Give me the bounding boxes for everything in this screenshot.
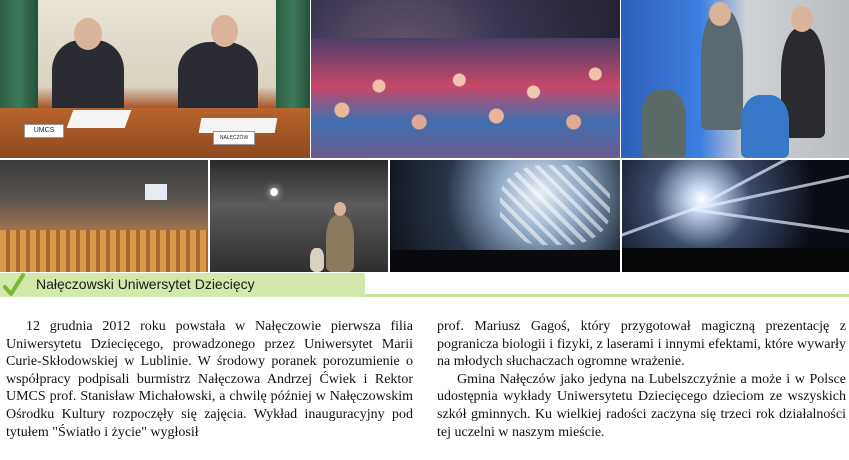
placard-umcs: UMCS <box>24 124 64 138</box>
checkmark-icon <box>3 272 25 298</box>
head-right <box>211 15 238 47</box>
child-on-stage <box>310 248 324 272</box>
light-pattern <box>500 165 610 245</box>
child-2 <box>741 95 789 158</box>
man-signing-left <box>52 40 124 115</box>
article-paragraph: prof. Mariusz Gagoś, który przygotował magiczną prezentację z pogranicza biologii i fizyki, z laserami i innymi efektami, które wywarły na młodych słuchaczach ogromne wrażenie. <box>437 319 846 370</box>
photo-light-pattern-show <box>390 160 620 272</box>
audience-rows <box>0 230 208 272</box>
stage-light <box>270 188 278 196</box>
child-1 <box>641 90 686 158</box>
banner-rule <box>365 294 849 297</box>
section-title: Nałęczowski Uniwersytet Dziecięcy <box>36 276 255 292</box>
presenter-head <box>709 2 731 26</box>
lecturer <box>326 215 354 272</box>
photo-lecturer <box>210 160 388 272</box>
photo-children-audience <box>311 0 620 158</box>
article-column-left <box>6 318 413 441</box>
laser-beam-2 <box>692 173 849 211</box>
photo-signing-ceremony <box>0 0 310 158</box>
curtain-left <box>0 0 38 110</box>
article-paragraph: 12 grudnia 2012 roku powstała w Nałęczowie pierwsza filia Uniwersytetu Dziecięcego, prowadzonego przez Uniwersytet Marii Curie-Skłodowskiej w Lublinie. W środowy poranek porozumienie o współpracy podpisali burmistrz Nałęczowa Andrzej Ćwiek i Rektor UMCS prof. Stanisław Michałowski, a chwilę później w Nałęczowskim Ośrodku Kultury rozpoczęły się zajęcia. Wykład inauguracyjny pod tytułem "Światło i życie" wygłosił <box>6 319 413 440</box>
document-left <box>67 110 132 128</box>
lecturer-head <box>334 202 346 216</box>
laser-beam-4 <box>622 208 693 245</box>
presenter <box>701 10 743 130</box>
man-signing-right <box>178 42 258 114</box>
photo-inflatable-demo <box>621 0 849 158</box>
photo-lecture-hall <box>0 160 208 272</box>
placard-naleczow: NAŁĘCZÓW <box>213 131 255 145</box>
children-crowd <box>311 38 620 158</box>
head-left <box>74 18 102 50</box>
article-paragraph: Gmina Nałęczów jako jedyna na Lubelszczyźnie a może i w Polsce udostępnia wykłady Uniwersytetu Dziecięcego dzieciom ze wszyskich szkół gminnych. Ku wielkiej radości zaczyna się trzeci rok działalności tej uczelni w naszym mieście. <box>437 371 846 440</box>
projection-screen <box>145 184 167 200</box>
crowd-silhouettes <box>622 248 849 272</box>
article-column-right <box>437 318 846 441</box>
woman-head <box>791 6 813 32</box>
curtain-right <box>276 0 310 110</box>
laser-beam-3 <box>692 208 849 233</box>
audience-silhouettes <box>390 250 620 272</box>
photo-laser-show <box>622 160 849 272</box>
